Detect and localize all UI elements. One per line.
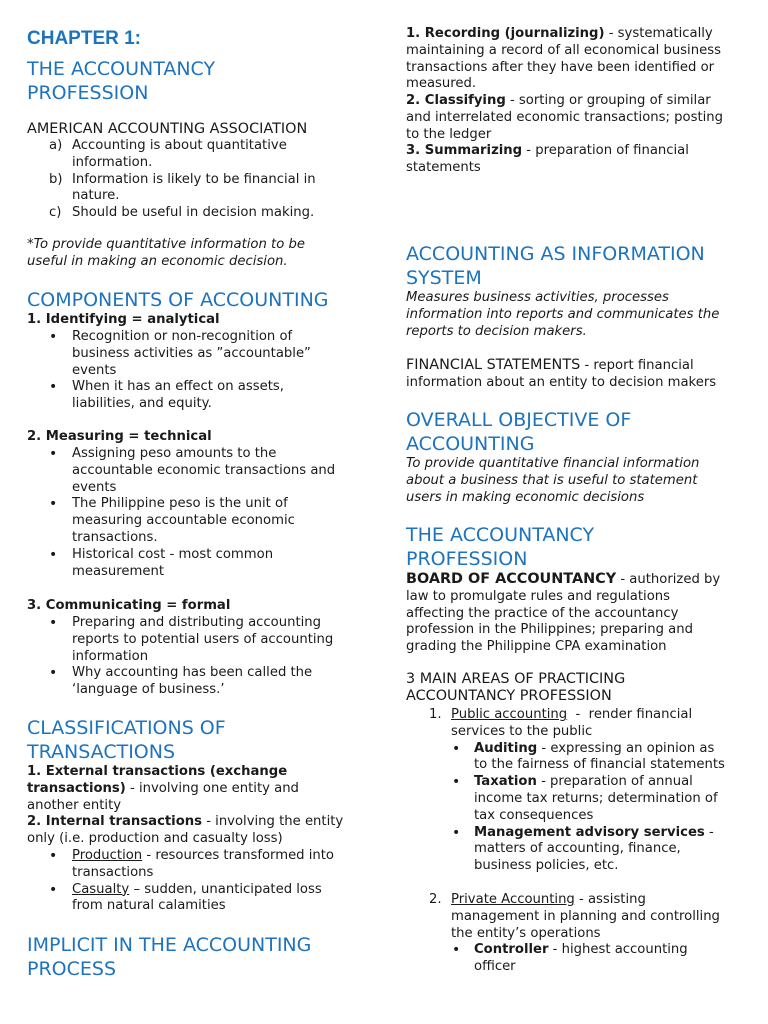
communicating-label: 3. Communicating = formal [27, 598, 231, 613]
list-item: c) Should be useful in decision making. [49, 205, 315, 221]
list-item: • Auditing - expressing an opinion as to the fairness of financial statements [406, 741, 741, 775]
board-of-accountancy-def: BOARD OF ACCOUNTANCY - authorized by law to promulgate rules and regulations affecting the practice of the accountancy profession in the Philippines; preparing and grading the Philippine CPA examination [406, 571, 721, 655]
components-heading: COMPONENTS OF ACCOUNTING [27, 289, 329, 311]
list-item: • Production - resources transformed into transactions [27, 848, 357, 882]
classifications-heading: CLASSIFICATIONS OF TRANSACTIONS [27, 717, 226, 763]
public-accounting-item: 1. Public accounting - render financial services to the public • Auditing - expressing an opinion as to the fairness of financial statements • Taxation - preparation of annual income tax returns; determination of tax consequences • Management advisory services - matters of accounting, finance, business policies, etc. [406, 707, 741, 875]
internal-transactions: 2. Internal transactions - involving the entity only (i.e. production and casualty loss) [27, 814, 344, 846]
ais-heading: ACCOUNTING AS INFORMATION SYSTEM [406, 243, 705, 289]
list-item: a) Accounting is about quantitative information. [49, 138, 287, 170]
measuring-label: 2. Measuring = technical [27, 429, 212, 444]
recording-step: 1. Recording (journalizing) - systematically maintaining a record of all economical business transactions after they have been identified or measured. [406, 26, 721, 92]
identifying-bullets [27, 329, 357, 413]
summarizing-step: 3. Summarizing - preparation of financial statements [406, 143, 689, 175]
list-item: • Casualty – sudden, unanticipated loss from natural calamities [27, 882, 357, 916]
external-transactions: 1. External transactions (exchange transactions) - involving one entity and another entity [27, 764, 299, 813]
list-item: • Recognition or non-recognition of business activities as ”accountable” events [27, 329, 357, 379]
objective-description: To provide quantitative financial information about a business that is useful to statement users in making economic decisions [406, 456, 700, 505]
list-item: • Assigning peso amounts to the accountable economic transactions and events [27, 446, 357, 496]
financial-statements-def: FINANCIAL STATEMENTS - report financial information about an entity to decision makers [406, 357, 717, 390]
list-item: • Controller - highest accounting officer [406, 942, 741, 976]
chapter-title: THE ACCOUNTANCY PROFESSION [27, 58, 216, 104]
aaa-note: *To provide quantitative information to be useful in making an economic decision. [27, 237, 305, 269]
classifying-step: 2. Classifying - sorting or grouping of similar and interrelated economic transactions; posting to the ledger [406, 93, 724, 142]
aaa-heading: AMERICAN ACCOUNTING ASSOCIATION [27, 121, 308, 137]
list-item: • Taxation - preparation of annual income tax returns; determination of tax consequences [406, 774, 741, 824]
aaa-list [27, 138, 357, 222]
private-accounting-item: 2. Private Accounting - assisting management in planning and controlling the entity’s operations • Controller - highest accounting officer [406, 892, 741, 976]
identifying-label: 1. Identifying = analytical [27, 312, 220, 327]
communicating-bullets [27, 615, 357, 699]
list-item: b) Information is likely to be financial in nature. [49, 171, 316, 204]
implicit-heading: IMPLICIT IN THE ACCOUNTING PROCESS [27, 934, 312, 980]
ais-description: Measures business activities, processes information into reports and communicates the reports to decision makers. [406, 290, 720, 339]
list-item: • Historical cost - most common measurement [27, 547, 357, 581]
areas-heading: 3 MAIN AREAS OF PRACTICING ACCOUNTANCY PROFESSION [406, 671, 626, 704]
private-accounting-bullets [406, 942, 741, 976]
list-item: • Why accounting has been called the ‘language of business.’ [27, 665, 357, 699]
measuring-bullets [27, 446, 357, 580]
list-item: • The Philippine peso is the unit of measuring accountable economic transactions. [27, 496, 357, 546]
public-accounting-bullets [406, 741, 741, 875]
internal-bullets [27, 848, 357, 915]
list-item: • When it has an effect on assets, liabilities, and equity. [27, 379, 357, 413]
list-item: • Preparing and distributing accounting reports to potential users of accounting information [27, 615, 357, 665]
list-item: • Management advisory services - matters of accounting, finance, business policies, etc. [406, 825, 741, 875]
profession-heading: THE ACCOUNTANCY PROFESSION [406, 524, 595, 570]
chapter-number: CHAPTER 1: [27, 28, 142, 49]
objective-heading: OVERALL OBJECTIVE OF ACCOUNTING [406, 409, 632, 455]
